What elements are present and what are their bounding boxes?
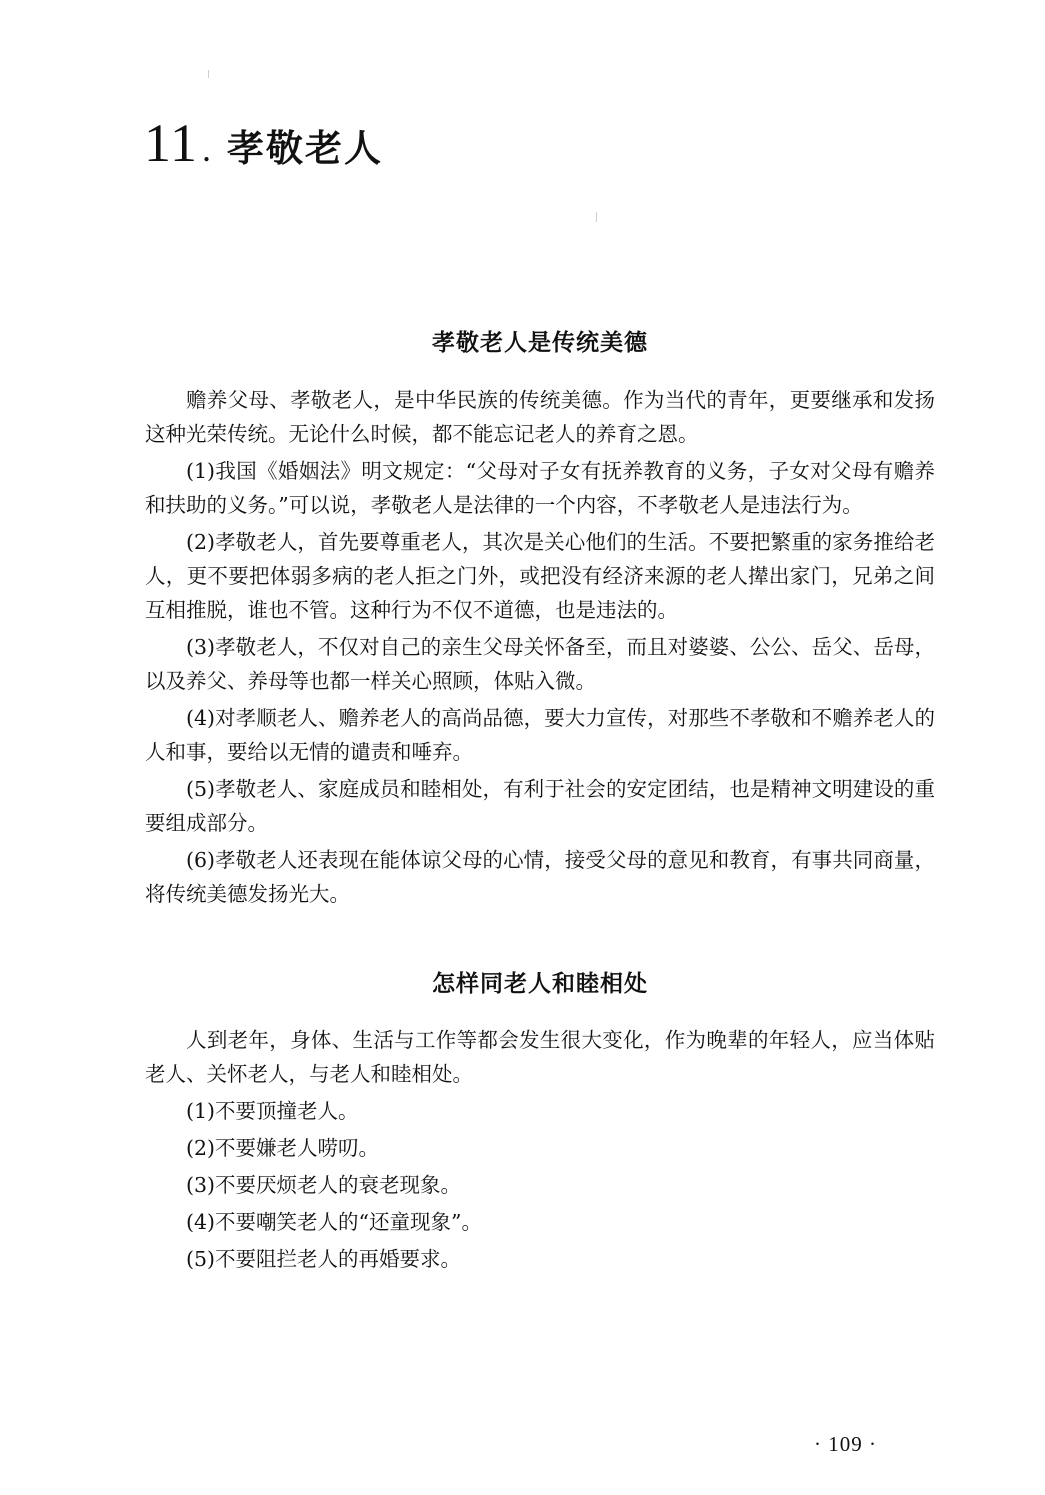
list-item: (3)不要厌烦老人的衰老现象。	[186, 1173, 462, 1197]
paragraph-item-6: (6)孝敬老人还表现在能体谅父母的心情，接受父母的意见和教育，有事共同商量，将传统美德发扬光大。	[145, 848, 935, 906]
paragraph-item-3: (3)孝敬老人，不仅对自己的亲生父母关怀备至，而且对婆婆、公公、岳父、岳母，以及养父、养母等也都一样关心照顾，体贴入微。	[145, 635, 935, 693]
paragraph-intro: 人到老年，身体、生活与工作等都会发生很大变化，作为晚辈的年轻人，应当体贴老人、关怀老人，与老人和睦相处。	[145, 1028, 935, 1086]
section-heading-tradition: 孝敬老人是传统美德	[432, 330, 648, 356]
paragraph-item-1: (1)我国《婚姻法》明文规定：“父母对子女有抚养教育的义务，子女对父母有赡养和扶助的义务。”可以说，孝敬老人是法律的一个内容，不孝敬老人是违法行为。	[145, 459, 935, 517]
chapter-title	[144, 112, 383, 182]
scan-speck-top	[208, 70, 209, 78]
list-item: (1)不要顶撞老人。	[186, 1099, 359, 1123]
paragraph-item-5: (5)孝敬老人、家庭成员和睦相处，有利于社会的安定团结，也是精神文明建设的重要组成部分。	[145, 777, 935, 835]
page-number: · 109 ·	[814, 1432, 877, 1456]
list-item: (4)不要嘲笑老人的“还童现象”。	[186, 1210, 482, 1234]
chapter-number: 11	[144, 113, 198, 173]
list-item: (5)不要阻拦老人的再婚要求。	[186, 1247, 462, 1271]
section-body-tradition	[145, 383, 935, 914]
paragraph-item-2: (2)孝敬老人，首先要尊重老人，其次是关心他们的生活。不要把繁重的家务推给老人，更不要把体弱多病的老人拒之门外，或把没有经济来源的老人撵出家门，兄弟之间互相推脱，谁也不管。这种行为不仅不道德，也是违法的。	[145, 530, 935, 622]
paragraph-intro: 赡养父母、孝敬老人，是中华民族的传统美德。作为当代的青年，更要继承和发扬这种光荣传统。无论什么时候，都不能忘记老人的养育之恩。	[145, 388, 935, 446]
chapter-number-dot: .	[202, 129, 211, 169]
paragraph-item-4: (4)对孝顺老人、赡养老人的高尚品德，要大力宣传，对那些不孝敬和不赡养老人的人和事，要给以无情的谴责和唾弃。	[145, 706, 935, 764]
section-body-harmony	[145, 1023, 935, 1279]
list-item: (2)不要嫌老人唠叨。	[186, 1136, 380, 1160]
chapter-name: 孝敬老人	[227, 127, 383, 170]
scan-speck-right	[596, 212, 597, 222]
section-heading-harmony: 怎样同老人和睦相处	[432, 971, 648, 997]
